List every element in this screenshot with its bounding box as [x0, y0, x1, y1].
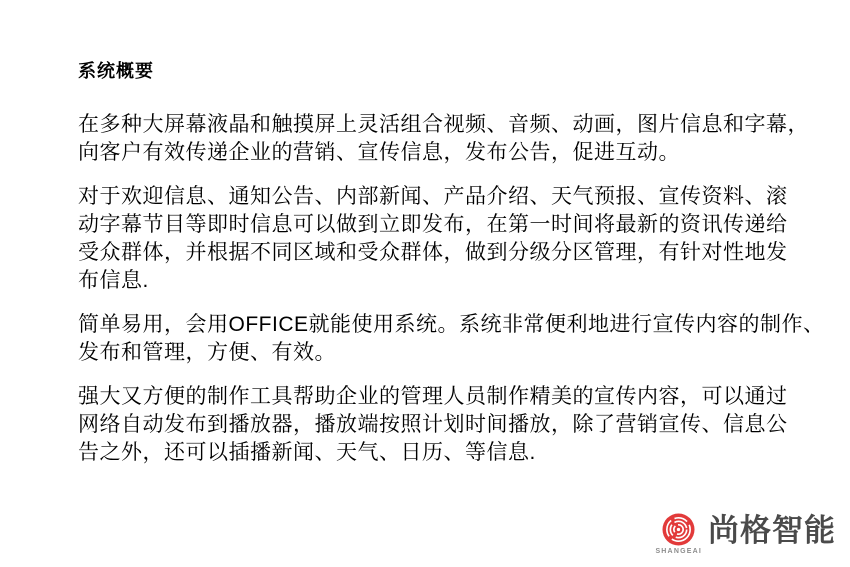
- text-line: 网络自动发布到播放器，播放端按照计划时间播放，除了营销宣传、信息公: [78, 413, 788, 436]
- company-logo: [655, 511, 836, 555]
- text-line: 强大又方便的制作工具帮助企业的管理人员制作精美的宣传内容，可以通过: [78, 385, 788, 408]
- paragraph: [78, 311, 836, 367]
- paragraph: [78, 183, 836, 295]
- text-line: 对于欢迎信息、通知公告、内部新闻、产品介绍、天气预报、宣传资料、滚: [78, 185, 788, 208]
- text-line: 向客户有效传递企业的营销、宣传信息，发布公告，促进互动。: [78, 141, 680, 164]
- body-text: [78, 111, 836, 467]
- logo-seal-block: [655, 513, 702, 555]
- text-line: 发布和管理，方便、有效。: [78, 341, 336, 364]
- text-line: 在多种大屏幕液晶和触摸屏上灵活组合视频、音频、动画，图片信息和字幕，: [78, 113, 809, 136]
- seal-icon: [662, 513, 695, 546]
- logo-wordmark: 尚格智能: [708, 513, 836, 548]
- text-line: 告之外，还可以插播新闻、天气、日历、等信息.: [78, 441, 536, 464]
- text-line: 动字幕节目等即时信息可以做到立即发布，在第一时间将最新的资讯传递给: [78, 213, 788, 236]
- paragraph: [78, 383, 836, 467]
- text-line: 布信息.: [78, 269, 149, 292]
- logo-caption: SHANGEAI: [655, 548, 702, 555]
- paragraph: [78, 111, 836, 167]
- document-content: [78, 57, 836, 483]
- text-line: 受众群体，并根据不同区域和受众群体，做到分级分区管理，有针对性地发: [78, 241, 788, 264]
- page-title: 系统概要: [78, 61, 154, 81]
- text-line: 简单易用，会用OFFICE就能使用系统。系统非常便利地进行宣传内容的制作、: [78, 313, 825, 336]
